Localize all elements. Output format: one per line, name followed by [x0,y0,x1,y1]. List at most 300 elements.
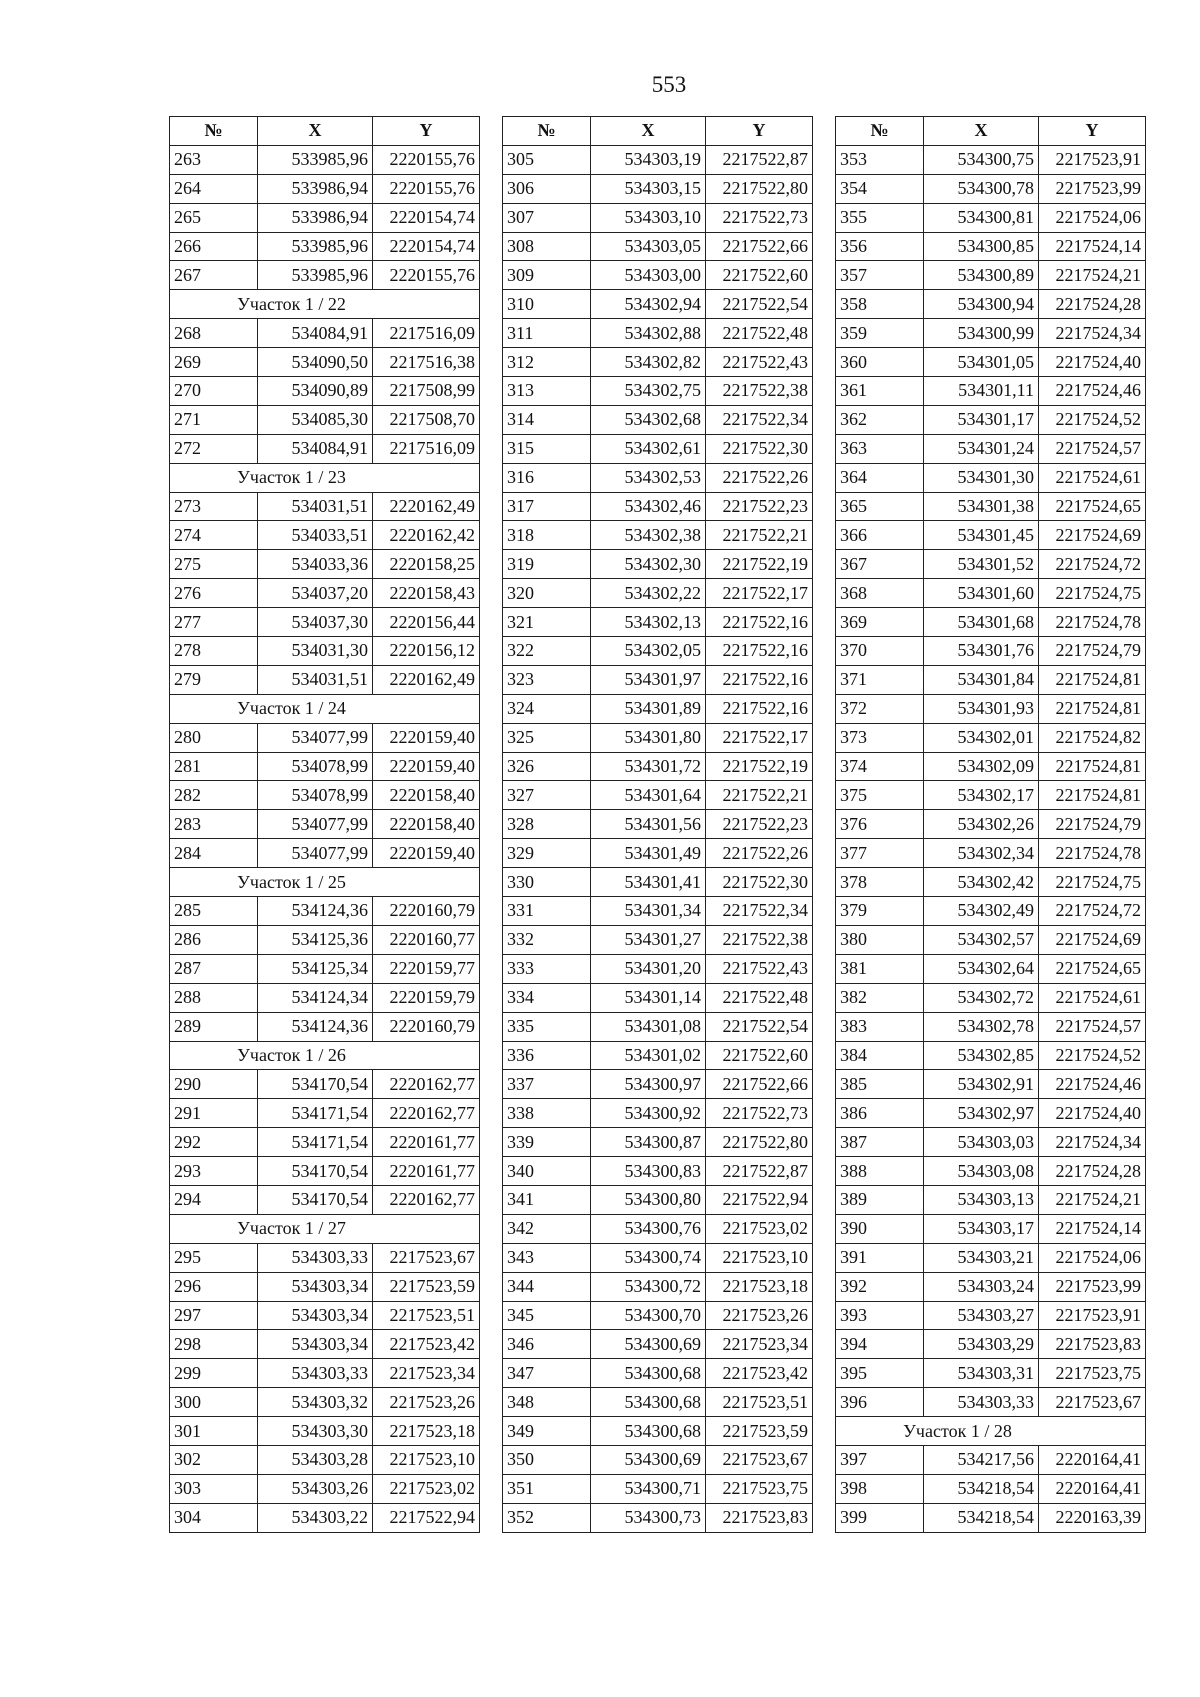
x-coordinate-cell: 533986,94 [258,174,373,203]
point-number-cell: 376 [836,810,924,839]
x-coordinate-cell: 534303,08 [924,1157,1039,1186]
x-coordinate-cell: 534302,68 [591,405,706,434]
y-coordinate-cell: 2217522,80 [706,174,813,203]
y-coordinate-cell: 2217524,46 [1039,1070,1146,1099]
table-row [170,954,480,983]
y-coordinate-cell: 2217524,78 [1039,608,1146,637]
y-coordinate-cell: 2217522,21 [706,781,813,810]
table-row [836,810,1146,839]
x-coordinate-cell: 534303,34 [258,1330,373,1359]
table-row [503,1243,813,1272]
y-coordinate-cell: 2217522,80 [706,1128,813,1157]
table-row [836,463,1146,492]
y-coordinate-cell: 2217524,81 [1039,665,1146,694]
x-coordinate-cell: 534303,31 [924,1359,1039,1388]
point-number-cell: 264 [170,174,258,203]
point-number-cell: 360 [836,348,924,377]
x-coordinate-cell: 534300,75 [924,145,1039,174]
x-coordinate-cell: 534218,54 [924,1503,1039,1532]
point-number-cell: 283 [170,810,258,839]
y-coordinate-cell: 2217523,99 [1039,174,1146,203]
x-coordinate-cell: 534302,78 [924,1012,1039,1041]
table-row [836,1012,1146,1041]
y-coordinate-cell: 2217522,73 [706,1099,813,1128]
section-label: Участок 1 / 28 [836,1417,1146,1446]
y-coordinate-cell: 2217524,34 [1039,319,1146,348]
y-coordinate-cell: 2220160,79 [373,897,480,926]
x-coordinate-cell: 534302,49 [924,897,1039,926]
point-number-cell: 282 [170,781,258,810]
section-label: Участок 1 / 23 [170,463,480,492]
table-row [170,145,480,174]
header-y: Y [1039,117,1146,146]
point-number-cell: 277 [170,608,258,637]
table-row [503,1157,813,1186]
y-coordinate-cell: 2217523,34 [706,1330,813,1359]
point-number-cell: 394 [836,1330,924,1359]
y-coordinate-cell: 2217524,21 [1039,1185,1146,1214]
point-number-cell: 333 [503,954,591,983]
y-coordinate-cell: 2220162,77 [373,1070,480,1099]
point-number-cell: 370 [836,637,924,666]
y-coordinate-cell: 2217523,18 [706,1272,813,1301]
table-row [836,1301,1146,1330]
table-row [836,954,1146,983]
point-number-cell: 275 [170,550,258,579]
point-number-cell: 269 [170,348,258,377]
table-row [836,1359,1146,1388]
point-number-cell: 353 [836,145,924,174]
table-row [503,723,813,752]
x-coordinate-cell: 534300,69 [591,1445,706,1474]
y-coordinate-cell: 2217522,19 [706,550,813,579]
y-coordinate-cell: 2217524,61 [1039,463,1146,492]
x-coordinate-cell: 534124,36 [258,897,373,926]
point-number-cell: 359 [836,319,924,348]
y-coordinate-cell: 2217522,60 [706,261,813,290]
table-row [836,752,1146,781]
point-number-cell: 309 [503,261,591,290]
x-coordinate-cell: 534303,33 [924,1388,1039,1417]
y-coordinate-cell: 2220162,77 [373,1099,480,1128]
table-row [836,868,1146,897]
table-row [170,405,480,434]
point-number-cell: 348 [503,1388,591,1417]
x-coordinate-cell: 534301,84 [924,665,1039,694]
y-coordinate-cell: 2217524,65 [1039,954,1146,983]
table-row [836,1445,1146,1474]
table-row [170,203,480,232]
y-coordinate-cell: 2217523,83 [1039,1330,1146,1359]
table-row [503,752,813,781]
y-coordinate-cell: 2217523,10 [706,1243,813,1272]
x-coordinate-cell: 534303,33 [258,1359,373,1388]
table-row [503,608,813,637]
y-coordinate-cell: 2217524,57 [1039,434,1146,463]
y-coordinate-cell: 2217523,75 [1039,1359,1146,1388]
y-coordinate-cell: 2217522,17 [706,723,813,752]
point-number-cell: 338 [503,1099,591,1128]
y-coordinate-cell: 2217524,69 [1039,521,1146,550]
x-coordinate-cell: 534301,02 [591,1041,706,1070]
point-number-cell: 396 [836,1388,924,1417]
point-number-cell: 291 [170,1099,258,1128]
y-coordinate-cell: 2217523,42 [706,1359,813,1388]
table-row [503,463,813,492]
table-row [503,550,813,579]
y-coordinate-cell: 2220158,43 [373,579,480,608]
y-coordinate-cell: 2217523,99 [1039,1272,1146,1301]
point-number-cell: 267 [170,261,258,290]
table-row [836,839,1146,868]
y-coordinate-cell: 2217522,26 [706,463,813,492]
x-coordinate-cell: 533986,94 [258,203,373,232]
y-coordinate-cell: 2217523,83 [706,1503,813,1532]
table-row [170,319,480,348]
section-row [170,290,480,319]
point-number-cell: 285 [170,897,258,926]
table-row [170,1503,480,1532]
y-coordinate-cell: 2220159,77 [373,954,480,983]
y-coordinate-cell: 2217523,59 [706,1417,813,1446]
y-coordinate-cell: 2220156,44 [373,608,480,637]
x-coordinate-cell: 534302,42 [924,868,1039,897]
y-coordinate-cell: 2217523,51 [373,1301,480,1330]
section-label: Участок 1 / 26 [170,1041,480,1070]
y-coordinate-cell: 2217523,91 [1039,145,1146,174]
y-coordinate-cell: 2217524,75 [1039,579,1146,608]
table-row [503,637,813,666]
x-coordinate-cell: 534301,27 [591,925,706,954]
y-coordinate-cell: 2217524,81 [1039,752,1146,781]
point-number-cell: 312 [503,348,591,377]
point-number-cell: 319 [503,550,591,579]
section-row [170,694,480,723]
point-number-cell: 324 [503,694,591,723]
table-row [503,377,813,406]
table-row [170,1012,480,1041]
y-coordinate-cell: 2217523,10 [373,1445,480,1474]
point-number-cell: 271 [170,405,258,434]
point-number-cell: 298 [170,1330,258,1359]
y-coordinate-cell: 2217524,14 [1039,232,1146,261]
x-coordinate-cell: 534301,20 [591,954,706,983]
y-coordinate-cell: 2220162,49 [373,492,480,521]
point-number-cell: 313 [503,377,591,406]
y-coordinate-cell: 2217522,87 [706,145,813,174]
y-coordinate-cell: 2217524,72 [1039,897,1146,926]
y-coordinate-cell: 2217523,59 [373,1272,480,1301]
point-number-cell: 274 [170,521,258,550]
point-number-cell: 306 [503,174,591,203]
y-coordinate-cell: 2220158,40 [373,781,480,810]
x-coordinate-cell: 534125,36 [258,925,373,954]
x-coordinate-cell: 534301,41 [591,868,706,897]
point-number-cell: 343 [503,1243,591,1272]
point-number-cell: 355 [836,203,924,232]
y-coordinate-cell: 2220155,76 [373,145,480,174]
y-coordinate-cell: 2217522,17 [706,579,813,608]
x-coordinate-cell: 534090,50 [258,348,373,377]
x-coordinate-cell: 534300,78 [924,174,1039,203]
x-coordinate-cell: 533985,96 [258,145,373,174]
y-coordinate-cell: 2217522,34 [706,405,813,434]
table-row [503,1445,813,1474]
x-coordinate-cell: 534303,24 [924,1272,1039,1301]
y-coordinate-cell: 2217508,99 [373,377,480,406]
point-number-cell: 278 [170,637,258,666]
point-number-cell: 337 [503,1070,591,1099]
x-coordinate-cell: 534085,30 [258,405,373,434]
point-number-cell: 369 [836,608,924,637]
y-coordinate-cell: 2217522,34 [706,897,813,926]
x-coordinate-cell: 534303,22 [258,1503,373,1532]
section-row [170,1214,480,1243]
table-row [503,1272,813,1301]
y-coordinate-cell: 2217522,16 [706,694,813,723]
x-coordinate-cell: 534218,54 [924,1474,1039,1503]
y-coordinate-cell: 2220158,40 [373,810,480,839]
x-coordinate-cell: 534078,99 [258,781,373,810]
y-coordinate-cell: 2217522,94 [373,1503,480,1532]
table-row [170,1417,480,1446]
point-number-cell: 366 [836,521,924,550]
page-number: 553 [651,72,687,97]
point-number-cell: 357 [836,261,924,290]
y-coordinate-cell: 2217524,28 [1039,1157,1146,1186]
point-number-cell: 372 [836,694,924,723]
y-coordinate-cell: 2217523,02 [706,1214,813,1243]
x-coordinate-cell: 534302,26 [924,810,1039,839]
point-number-cell: 329 [503,839,591,868]
point-number-cell: 335 [503,1012,591,1041]
y-coordinate-cell: 2217524,61 [1039,983,1146,1012]
table-row [503,1388,813,1417]
point-number-cell: 367 [836,550,924,579]
x-coordinate-cell: 534302,64 [924,954,1039,983]
point-number-cell: 317 [503,492,591,521]
y-coordinate-cell: 2217522,73 [706,203,813,232]
table-row [836,261,1146,290]
point-number-cell: 336 [503,1041,591,1070]
x-coordinate-cell: 534303,30 [258,1417,373,1446]
table-row [503,868,813,897]
x-coordinate-cell: 534300,68 [591,1359,706,1388]
table-row [503,925,813,954]
point-number-cell: 321 [503,608,591,637]
point-number-cell: 268 [170,319,258,348]
table-row [503,203,813,232]
table-row [170,1388,480,1417]
x-coordinate-cell: 534300,68 [591,1388,706,1417]
x-coordinate-cell: 534301,11 [924,377,1039,406]
y-coordinate-cell: 2220156,12 [373,637,480,666]
table-row [503,348,813,377]
y-coordinate-cell: 2217516,38 [373,348,480,377]
x-coordinate-cell: 534300,73 [591,1503,706,1532]
table-row [503,1070,813,1099]
table-row [836,174,1146,203]
table-row [503,1474,813,1503]
point-number-cell: 302 [170,1445,258,1474]
x-coordinate-cell: 534303,27 [924,1301,1039,1330]
x-coordinate-cell: 534301,52 [924,550,1039,579]
x-coordinate-cell: 534302,82 [591,348,706,377]
y-coordinate-cell: 2217524,28 [1039,290,1146,319]
table-row [170,983,480,1012]
point-number-cell: 265 [170,203,258,232]
y-coordinate-cell: 2217524,81 [1039,694,1146,723]
x-coordinate-cell: 534124,34 [258,983,373,1012]
x-coordinate-cell: 534303,34 [258,1301,373,1330]
table-row [836,1214,1146,1243]
point-number-cell: 395 [836,1359,924,1388]
point-number-cell: 280 [170,723,258,752]
table-row [836,550,1146,579]
x-coordinate-cell: 534302,88 [591,319,706,348]
y-coordinate-cell: 2217516,09 [373,434,480,463]
table-row [170,608,480,637]
x-coordinate-cell: 534077,99 [258,810,373,839]
y-coordinate-cell: 2220160,77 [373,925,480,954]
table-row [170,1474,480,1503]
y-coordinate-cell: 2217523,67 [373,1243,480,1272]
x-coordinate-cell: 534302,57 [924,925,1039,954]
y-coordinate-cell: 2217522,16 [706,608,813,637]
table-row [836,983,1146,1012]
table-row [503,1359,813,1388]
point-number-cell: 351 [503,1474,591,1503]
table-row [503,1041,813,1070]
table-row [170,261,480,290]
x-coordinate-cell: 534077,99 [258,723,373,752]
point-number-cell: 346 [503,1330,591,1359]
point-number-cell: 341 [503,1185,591,1214]
table-row [503,1099,813,1128]
x-coordinate-cell: 534303,10 [591,203,706,232]
table-row [836,290,1146,319]
table-row [170,232,480,261]
x-coordinate-cell: 534301,38 [924,492,1039,521]
y-coordinate-cell: 2217522,43 [706,348,813,377]
table-row [836,1157,1146,1186]
y-coordinate-cell: 2217522,60 [706,1041,813,1070]
table-row [836,405,1146,434]
point-number-cell: 340 [503,1157,591,1186]
point-number-cell: 303 [170,1474,258,1503]
y-coordinate-cell: 2217524,69 [1039,925,1146,954]
coordinates-table-1 [169,116,480,1533]
x-coordinate-cell: 534300,74 [591,1243,706,1272]
table-row [836,492,1146,521]
section-label: Участок 1 / 22 [170,290,480,319]
section-row [170,463,480,492]
x-coordinate-cell: 534084,91 [258,319,373,348]
x-coordinate-cell: 534301,24 [924,434,1039,463]
table-row [836,145,1146,174]
table-row [503,1012,813,1041]
point-number-cell: 386 [836,1099,924,1128]
table-row [503,1214,813,1243]
table-row [170,1301,480,1330]
point-number-cell: 327 [503,781,591,810]
y-coordinate-cell: 2217522,30 [706,434,813,463]
table-row [503,983,813,1012]
y-coordinate-cell: 2217522,94 [706,1185,813,1214]
point-number-cell: 289 [170,1012,258,1041]
table-row [170,434,480,463]
point-number-cell: 380 [836,925,924,954]
point-number-cell: 292 [170,1128,258,1157]
table-row [836,232,1146,261]
section-label: Участок 1 / 24 [170,694,480,723]
y-coordinate-cell: 2217523,91 [1039,1301,1146,1330]
point-number-cell: 323 [503,665,591,694]
point-number-cell: 307 [503,203,591,232]
y-coordinate-cell: 2217524,79 [1039,637,1146,666]
y-coordinate-cell: 2220159,40 [373,839,480,868]
x-coordinate-cell: 534300,85 [924,232,1039,261]
x-coordinate-cell: 534301,45 [924,521,1039,550]
table-row [836,348,1146,377]
point-number-cell: 296 [170,1272,258,1301]
table-row [836,434,1146,463]
point-number-cell: 301 [170,1417,258,1446]
x-coordinate-cell: 534301,80 [591,723,706,752]
section-row [836,1417,1146,1446]
coordinates-table-3 [835,116,1146,1533]
point-number-cell: 325 [503,723,591,752]
header-number: № [503,117,591,146]
y-coordinate-cell: 2217524,06 [1039,1243,1146,1272]
table-row [503,232,813,261]
table-row [836,1330,1146,1359]
table-row [836,319,1146,348]
x-coordinate-cell: 534303,03 [924,1128,1039,1157]
point-number-cell: 287 [170,954,258,983]
x-coordinate-cell: 534300,99 [924,319,1039,348]
header-number: № [836,117,924,146]
x-coordinate-cell: 534302,01 [924,723,1039,752]
x-coordinate-cell: 534033,36 [258,550,373,579]
y-coordinate-cell: 2217522,43 [706,954,813,983]
y-coordinate-cell: 2217524,40 [1039,348,1146,377]
y-coordinate-cell: 2217522,21 [706,521,813,550]
table-row [503,954,813,983]
y-coordinate-cell: 2217522,19 [706,752,813,781]
header-x: X [258,117,373,146]
y-coordinate-cell: 2220162,77 [373,1185,480,1214]
x-coordinate-cell: 534077,99 [258,839,373,868]
x-coordinate-cell: 534302,30 [591,550,706,579]
x-coordinate-cell: 534303,13 [924,1185,1039,1214]
x-coordinate-cell: 534303,26 [258,1474,373,1503]
table-row [170,637,480,666]
point-number-cell: 342 [503,1214,591,1243]
point-number-cell: 385 [836,1070,924,1099]
y-coordinate-cell: 2220164,41 [1039,1474,1146,1503]
table-row [170,1099,480,1128]
table-row [503,290,813,319]
table-row [503,261,813,290]
point-number-cell: 384 [836,1041,924,1070]
point-number-cell: 281 [170,752,258,781]
x-coordinate-cell: 534301,68 [924,608,1039,637]
table-row [170,1070,480,1099]
table-row [836,1388,1146,1417]
table-header-row [503,117,813,146]
point-number-cell: 377 [836,839,924,868]
